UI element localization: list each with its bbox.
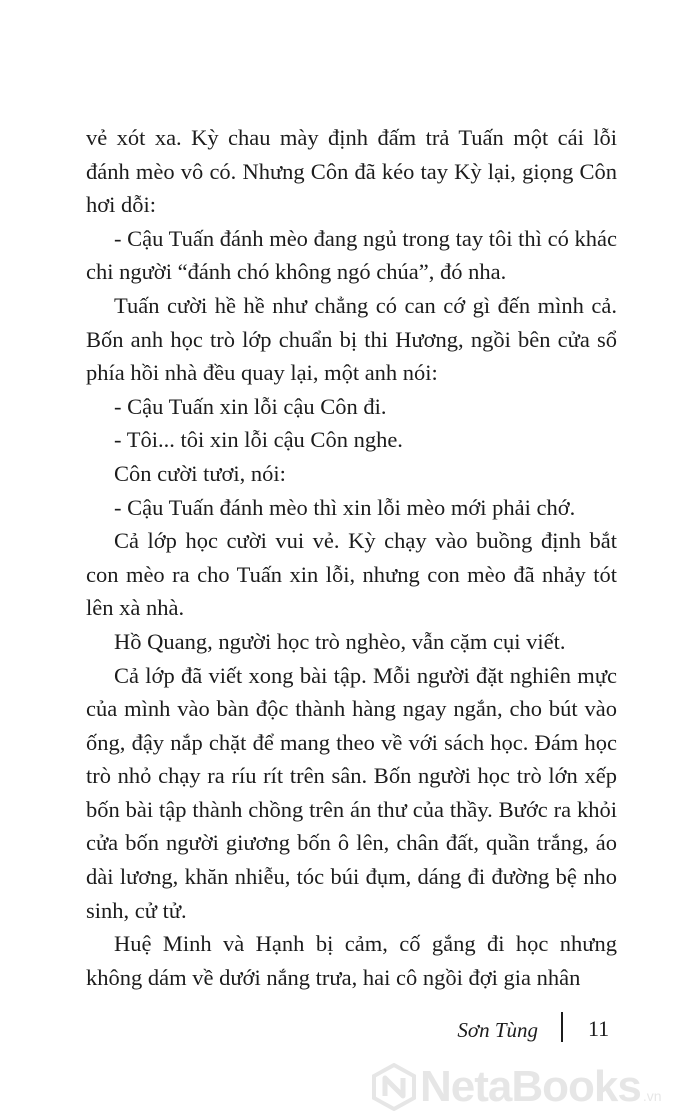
- page-footer: [0, 1012, 700, 1052]
- watermark: [370, 1062, 696, 1112]
- netabooks-logo-icon: [370, 1063, 418, 1111]
- paragraph: vẻ xót xa. Kỳ chau mày định đấm trả Tuấn một cái lỗi đánh mèo vô có. Nhưng Côn đã kéo tay Kỳ lại, giọng Côn hơi dỗi:: [86, 125, 617, 218]
- body-text: [86, 121, 617, 994]
- watermark-suffix: .vn: [642, 1088, 662, 1104]
- paragraph: Tuấn cười hề hề như chẳng có can cớ gì đến mình cả. Bốn anh học trò lớp chuẩn bị thi Hương, ngồi bên cửa sổ phía hồi nhà đều quay lại, một anh nói:: [86, 292, 617, 386]
- paragraph: Cả lớp học cười vui vẻ. Kỳ chạy vào buồng định bắt con mèo ra cho Tuấn xin lỗi, nhưng con mèo đã nhảy tót lên xà nhà.: [86, 528, 617, 621]
- author-name: Sơn Tùng: [457, 1018, 538, 1042]
- paragraph: - Cậu Tuấn đánh mèo thì xin lỗi mèo mới phải chớ.: [114, 494, 576, 520]
- paragraph: - Cậu Tuấn đánh mèo đang ngủ trong tay tôi thì có khác chi người “đánh chó không ngó chúa”, đó nha.: [86, 225, 617, 285]
- paragraph: - Tôi... tôi xin lỗi cậu Côn nghe.: [114, 427, 403, 453]
- watermark-brand: NetaBooks: [420, 1062, 641, 1111]
- paragraph: Côn cười tươi, nói:: [114, 460, 286, 486]
- page-number: 11: [588, 1016, 610, 1041]
- paragraph: Huệ Minh và Hạnh bị cảm, cố gắng đi học nhưng không dám về dưới nắng trưa, hai cô ngồi đợi gia nhân: [86, 931, 617, 990]
- footer-divider: [561, 1012, 563, 1042]
- paragraph: Hồ Quang, người học trò nghèo, vẫn cặm cụi viết.: [114, 628, 566, 654]
- paragraph: Cả lớp đã viết xong bài tập. Mỗi người đặt nghiên mực của mình vào bàn độc thành hàng ngay ngắn, cho bút vào ống, đậy nắp chặt để mang theo về với sách học. Đám học trò nhỏ chạy ra ríu rít trên sân. Bốn người học trò lớn xếp bốn bài tập thành chồng trên án thư của thầy. Bước ra khỏi cửa bốn người giương bốn ô lên, chân đất, quần trắng, áo dài lương, khăn nhiễu, tóc búi đụm, dáng đi đường bệ nho sinh, cử tử.: [86, 662, 617, 923]
- paragraph: - Cậu Tuấn xin lỗi cậu Côn đi.: [114, 393, 387, 419]
